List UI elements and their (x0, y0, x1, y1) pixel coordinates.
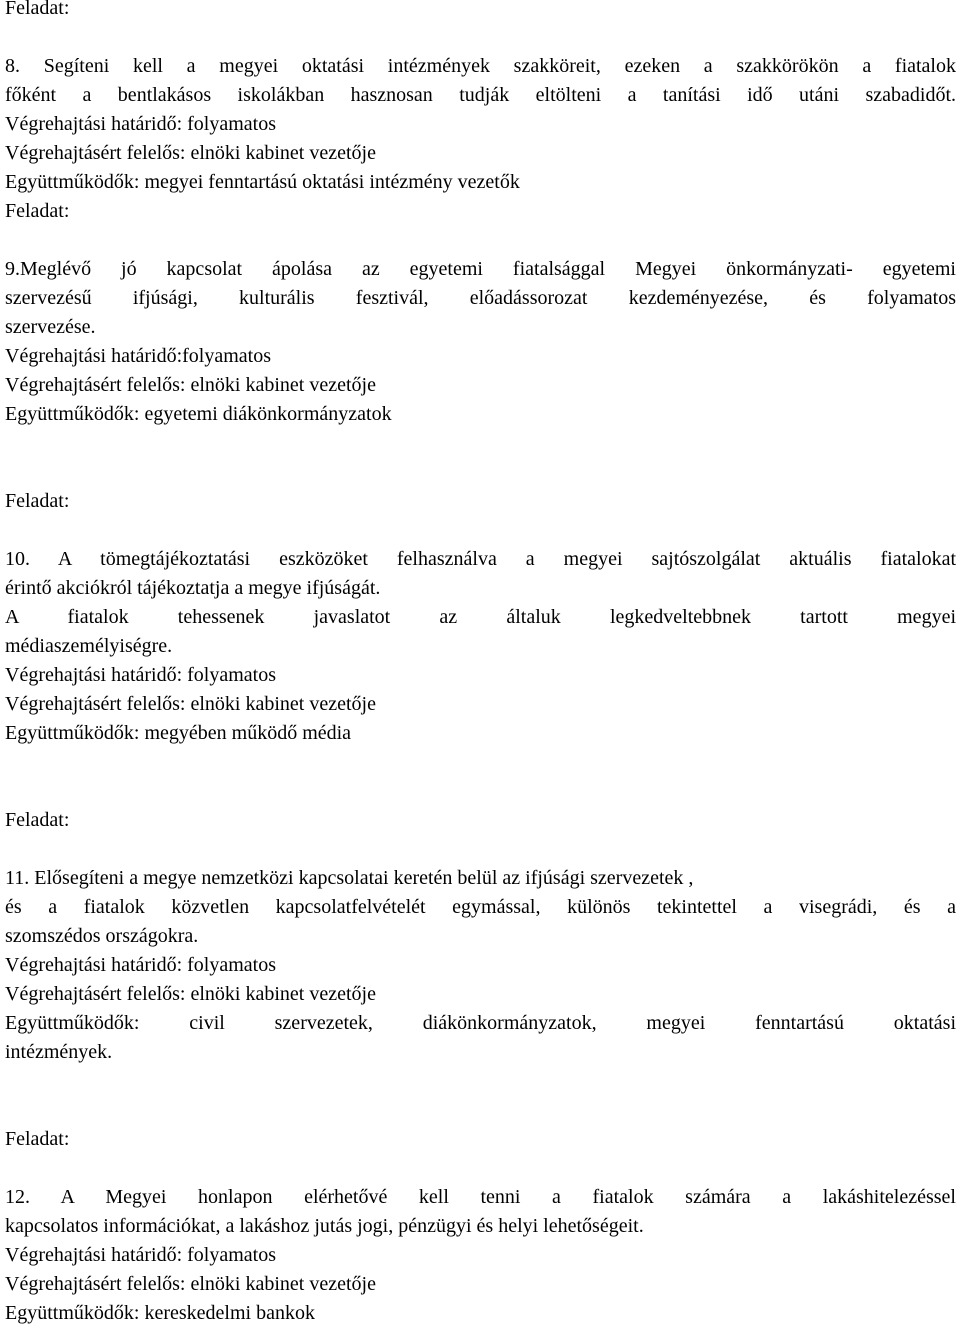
task-text-line: kapcsolatos információkat, a lakáshoz jutás jogi, pénzügyi és helyi lehetőségeit. (5, 1215, 644, 1237)
responsible-line: Végrehajtásért felelős: elnöki kabinet vezetője (5, 983, 376, 1005)
responsible-line: Végrehajtásért felelős: elnöki kabinet vezetője (5, 1273, 376, 1295)
task-heading: Feladat: (5, 490, 70, 512)
cooperators-line: Együttműködők: kereskedelmi bankok (5, 1302, 315, 1324)
task-text-line: szomszédos országokra. (5, 925, 199, 947)
spacer (5, 835, 956, 864)
cooperators-line: Együttműködők: megyei fenntartású oktatási intézmény vezetők (5, 171, 520, 193)
responsible-line: Végrehajtásért felelős: elnöki kabinet vezetője (5, 142, 376, 164)
task-text-line: médiaszemélyiségre. (5, 635, 173, 657)
deadline-line: Végrehajtási határidő: folyamatos (5, 113, 277, 135)
cooperators-line: intézmények. (5, 1041, 113, 1063)
task-heading: Feladat: (5, 0, 70, 19)
task-text-line: szervezése. (5, 316, 96, 338)
document-page (5, 0, 956, 1328)
spacer (5, 429, 956, 487)
deadline-line: Végrehajtási határidő: folyamatos (5, 664, 277, 686)
task-text-line: 9.Meglévő jó kapcsolat ápolása az egyetemi fiatalsággal Megyei önkormányzati- egyetemi (5, 258, 956, 280)
task-text-line: és a fiatalok közvetlen kapcsolatfelvételét egymással, különös tekintettel a visegrádi, és a (5, 896, 956, 918)
cooperators-line: Együttműködők: megyében működő média (5, 722, 352, 744)
spacer (5, 23, 956, 52)
task-text-line: 12. A Megyei honlapon elérhetővé kell tenni a fiatalok számára a lakáshitelezéssel (5, 1186, 956, 1208)
spacer (5, 748, 956, 806)
deadline-line: Végrehajtási határidő: folyamatos (5, 1244, 277, 1266)
task-heading: Feladat: (5, 200, 70, 222)
task-text-line: A fiatalok tehessenek javaslatot az általuk legkedveltebbnek tartott megyei (5, 606, 956, 628)
task-heading: Feladat: (5, 809, 70, 831)
responsible-line: Végrehajtásért felelős: elnöki kabinet vezetője (5, 693, 376, 715)
deadline-line: Végrehajtási határidő:folyamatos (5, 345, 272, 367)
task-text-line: 8. Segíteni kell a megyei oktatási intézmények szakköreit, ezeken a szakkörökön a fiatalok (5, 55, 956, 77)
spacer (5, 1067, 956, 1125)
spacer (5, 226, 956, 255)
cooperators-line: Együttműködők: civil szervezetek, diákönkormányzatok, megyei fenntartású oktatási (5, 1012, 956, 1034)
spacer (5, 516, 956, 545)
task-text-line: főként a bentlakásos iskolákban hasznosan tudják eltölteni a tanítási idő utáni szabadidőt. (5, 84, 956, 106)
task-text-line: 11. Elősegíteni a megye nemzetközi kapcsolatai keretén belül az ifjúsági szervezetek , (5, 867, 694, 889)
task-text-line: szervezésű ifjúsági, kulturális fesztivál, előadássorozat kezdeményezése, és folyamatos (5, 287, 956, 309)
spacer (5, 1154, 956, 1183)
task-text-line: érintő akciókról tájékoztatja a megye ifjúságát. (5, 577, 381, 599)
responsible-line: Végrehajtásért felelős: elnöki kabinet vezetője (5, 374, 376, 396)
deadline-line: Végrehajtási határidő: folyamatos (5, 954, 277, 976)
task-heading: Feladat: (5, 1128, 70, 1150)
cooperators-line: Együttműködők: egyetemi diákönkormányzatok (5, 403, 392, 425)
task-text-line: 10. A tömegtájékoztatási eszközöket felhasználva a megyei sajtószolgálat aktuális fiatalokat (5, 548, 956, 570)
